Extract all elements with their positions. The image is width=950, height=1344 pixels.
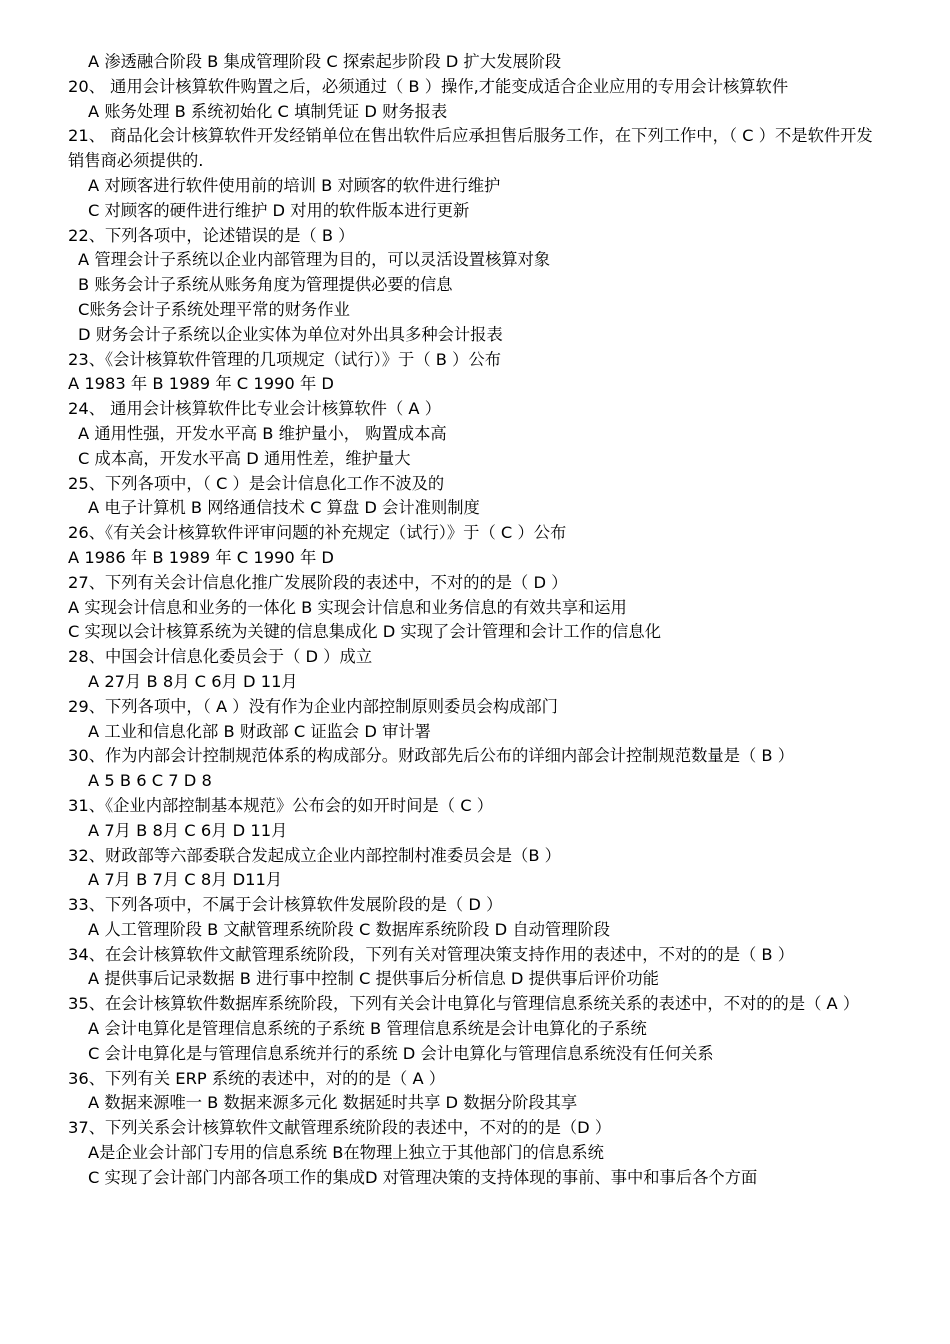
text-line: C账务会计子系统处理平常的财务作业 — [78, 299, 350, 319]
text-line: 21、 商品化会计核算软件开发经销单位在售出软件后应承担售后服务工作，在下列工作中，（ C ）不是软件开发销售商必须提供的. — [68, 126, 873, 171]
text-line: 35、在会计核算软件数据库系统阶段，下列有关会计电算化与管理信息系统关系的表述中，不对的的是（ A ） — [68, 994, 860, 1014]
text-line: C 成本高，开发水平高 D 通用性差，维护量大 — [78, 448, 411, 468]
text-line: 33、下列各项中，不属于会计核算软件发展阶段的是（ D ） — [68, 895, 503, 915]
text-line: A 人工管理阶段 B 文献管理系统阶段 C 数据库系统阶段 D 自动管理阶段 — [88, 919, 611, 939]
text-line: A 1983 年 B 1989 年 C 1990 年 D — [68, 374, 334, 394]
text-line: A 5 B 6 C 7 D 8 — [88, 771, 212, 791]
text-line: C 对顾客的硬件进行维护 D 对用的软件版本进行更新 — [88, 200, 470, 220]
text-line: 27、下列有关会计信息化推广发展阶段的表述中，不对的的是（ D ） — [68, 572, 568, 592]
text-line: 36、下列有关 ERP 系统的表述中，对的的是（ A ） — [68, 1068, 446, 1088]
text-line: 22、下列各项中，论述错误的是（ B ） — [68, 225, 355, 245]
text-line: 30、作为内部会计控制规范体系的构成部分。财政部先后公布的详细内部会计控制规范数量是（ B ） — [68, 746, 795, 766]
text-line: 26、《有关会计核算软件评审问题的补充规定（试行）》于（ C ）公布 — [68, 523, 567, 543]
text-line: A 27月 B 8月 C 6月 D 11月 — [88, 671, 298, 691]
text-line: A 数据来源唯一 B 数据来源多元化 数据延时共享 D 数据分阶段其享 — [88, 1093, 578, 1113]
text-line: A 通用性强，开发水平高 B 维护量小， 购置成本高 — [78, 423, 447, 443]
text-line: C 实现了会计部门内部各项工作的集成D 对管理决策的支持体现的事前、事中和事后各个方面 — [88, 1167, 758, 1187]
text-line: C 会计电算化是与管理信息系统并行的系统 D 会计电算化与管理信息系统没有任何关系 — [88, 1043, 714, 1063]
text-line: A 7月 B 7月 C 8月 D11月 — [88, 870, 283, 890]
text-line: A 1986 年 B 1989 年 C 1990 年 D — [68, 547, 334, 567]
text-line: D 财务会计子系统以企业实体为单位对外出具多种会计报表 — [78, 324, 503, 344]
text-line: 37、下列关系会计核算软件文献管理系统阶段的表述中，不对的的是（D ） — [68, 1118, 612, 1138]
text-line: A 电子计算机 B 网络通信技术 C 算盘 D 会计准则制度 — [88, 498, 480, 518]
text-line: A 管理会计子系统以企业内部管理为目的，可以灵活设置核算对象 — [78, 250, 551, 270]
text-line: 29、下列各项中，（ A ）没有作为企业内部控制原则委员会构成部门 — [68, 696, 558, 716]
text-line: 20、 通用会计核算软件购置之后，必须通过（ B ）操作,才能变成适合企业应用的专用会计核算软件 — [68, 76, 789, 96]
text-line: A 渗透融合阶段 B 集成管理阶段 C 探索起步阶段 D 扩大发展阶段 — [88, 52, 562, 71]
text-line: 32、财政部等六部委联合发起成立企业内部控制村准委员会是（B ） — [68, 845, 561, 865]
text-line: A 工业和信息化部 B 财政部 C 证监会 D 审计署 — [88, 721, 431, 741]
text-line: 28、中国会计信息化委员会于（ D ）成立 — [68, 647, 373, 667]
text-line: 23、《会计核算软件管理的几项规定（试行）》于（ B ）公布 — [68, 349, 501, 369]
text-line: A 提供事后记录数据 B 进行事中控制 C 提供事后分析信息 D 提供事后评价功能 — [88, 969, 659, 989]
text-line: C 实现以会计核算系统为关键的信息集成化 D 实现了会计管理和会计工作的信息化 — [68, 622, 661, 642]
text-line: 34、在会计核算软件文献管理系统阶段，下列有关对管理决策支持作用的表述中，不对的的是（ B ） — [68, 944, 795, 964]
text-line: 24、 通用会计核算软件比专业会计核算软件（ A ） — [68, 399, 442, 419]
text-line: A 会计电算化是管理信息系统的子系统 B 管理信息系统是会计电算化的子系统 — [88, 1019, 647, 1039]
text-line: A 对顾客进行软件使用前的培训 B 对顾客的软件进行维护 — [88, 175, 501, 195]
text-line: A 7月 B 8月 C 6月 D 11月 — [88, 820, 288, 840]
text-line: B 账务会计子系统从账务角度为管理提供必要的信息 — [78, 275, 453, 295]
text-line: A 实现会计信息和业务的一体化 B 实现会计信息和业务信息的有效共享和运用 — [68, 597, 627, 617]
text-line: A 账务处理 B 系统初始化 C 填制凭证 D 财务报表 — [88, 101, 448, 121]
text-line: A是企业会计部门专用的信息系统 B在物理上独立于其他部门的信息系统 — [88, 1143, 604, 1163]
text-line: 31、《企业内部控制基本规范》公布会的如开时间是（ C ） — [68, 795, 494, 815]
text-line: 25、下列各项中，（ C ）是会计信息化工作不波及的 — [68, 473, 445, 493]
